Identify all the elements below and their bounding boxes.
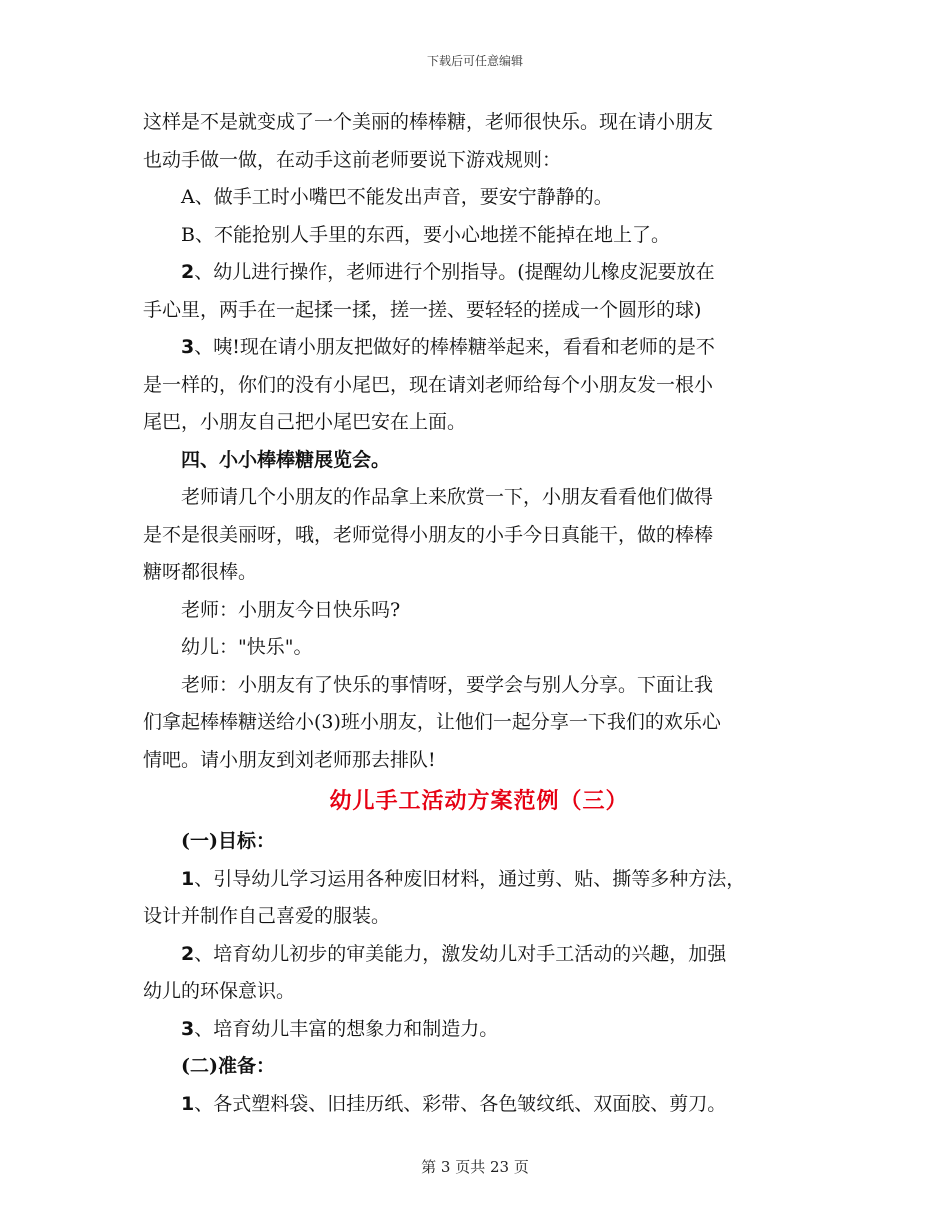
goal-number: 2 (181, 942, 195, 965)
section-title: 幼儿手工活动方案范例（三） (329, 789, 629, 814)
paragraph-line: 设计并制作自己喜爱的服装。 (143, 905, 391, 927)
dialogue-line: 老师：小朋友今日快乐吗? (181, 598, 401, 621)
paragraph-line: 这样是不是就变成了一个美丽的棒棒糖，老师很快乐。现在请小朋友 (143, 111, 714, 133)
prep-heading: (二)准备： (181, 1055, 275, 1077)
prep-text: 、各式塑料袋、旧挂历纸、彩带、各色皱纹纸、双面胶、剪刀。 (194, 1092, 727, 1115)
goal-number: 1 (181, 867, 195, 890)
step-text: 、咦!现在请小朋友把做好的棒棒糖举起来，看看和老师的是不 (194, 336, 715, 358)
rule-b: B、不能抢别人手里的东西，要小心地搓不能掉在地上了。 (181, 223, 670, 246)
section-heading: 四、小小棒棒糖展览会。 (181, 448, 391, 471)
paragraph-line: 老师：小朋友有了快乐的事情呀，要学会与别人分享。下面让我 (181, 673, 714, 696)
page-footer: 第 3 页共 23 页 (421, 1158, 529, 1176)
step-3 (143, 329, 815, 367)
paragraph-line: 尾巴，小朋友自己把小尾巴安在上面。 (143, 411, 467, 433)
paragraph-line: 老师请几个小朋友的作品拿上来欣赏一下，小朋友看看他们做得 (181, 486, 714, 508)
prep-number: 1 (181, 1092, 195, 1115)
paragraph-line: 手心里，两手在一起揉一揉，搓一搓、要轻轻的搓成一个圆形的球) (143, 298, 702, 321)
paragraph-line: 是不是很美丽呀，哦，老师觉得小朋友的小手今日真能干，做的棒棒 (143, 523, 714, 546)
goal-text: 、培育幼儿初步的审美能力，激发幼儿对手工活动的兴趣，加强 (194, 942, 727, 965)
step-text: 、幼儿进行操作，老师进行个别指导。(提醒幼儿橡皮泥要放在 (194, 261, 715, 283)
page-header: 下载后可任意编辑 (426, 54, 523, 68)
step-number: 2 (181, 261, 195, 283)
rule-a: A、做手工时小嘴巴不能发出声音，要安宁静静的。 (181, 186, 613, 208)
paragraph-line: 情吧。请小朋友到刘老师那去排队! (143, 748, 436, 771)
goal-number: 3 (181, 1017, 195, 1040)
goal-2 (143, 936, 815, 974)
goal-text: 、引导幼儿学习运用各种废旧材料，通过剪、贴、撕等多种方法， (194, 867, 746, 890)
goal-1 (143, 861, 815, 899)
goal-heading: (一)目标： (181, 830, 275, 852)
goal-text: 、培育幼儿丰富的想象力和制造力。 (194, 1017, 499, 1040)
paragraph-line: 是一样的，你们的没有小尾巴，现在请刘老师给每个小朋友发一根小 (143, 373, 714, 396)
document-body (143, 104, 815, 1123)
dialogue-line: 幼儿："快乐"。 (181, 636, 313, 658)
goal-3 (143, 1011, 815, 1049)
paragraph-line: 糖呀都很棒。 (143, 561, 258, 583)
paragraph-line: 也动手做一做，在动手这前老师要说下游戏规则： (143, 148, 562, 171)
step-2 (143, 254, 815, 292)
paragraph-line: 幼儿的环保意识。 (143, 980, 296, 1002)
step-number: 3 (181, 336, 195, 358)
prep-1 (143, 1086, 815, 1124)
paragraph-line: 们拿起棒棒糖送给小(3)班小朋友，让他们一起分享一下我们的欢乐心 (143, 711, 721, 733)
